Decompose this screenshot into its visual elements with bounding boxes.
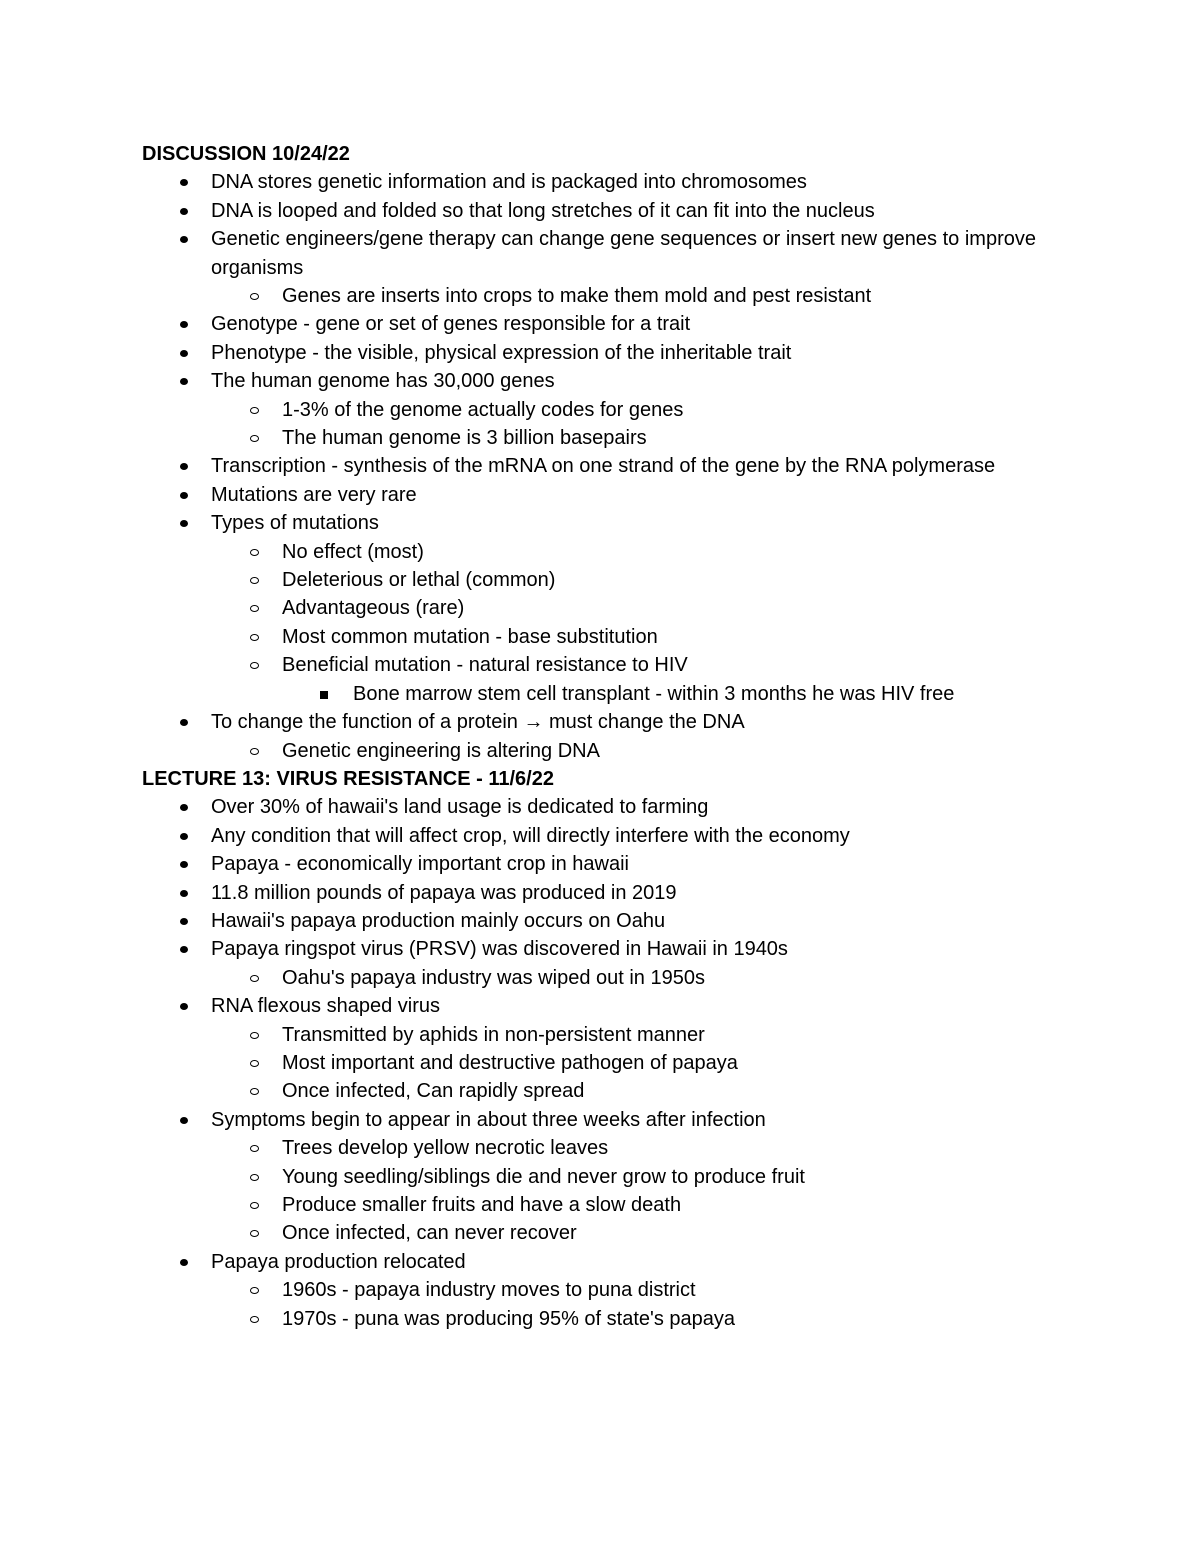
bullet-disc-icon: [178, 879, 190, 907]
list-item-text: 1960s - papaya industry moves to puna district: [282, 1279, 696, 1302]
list-item: [0, 1106, 1200, 1134]
list-item-text: Papaya ringspot virus (PRSV) was discovered in Hawaii in 1940s: [211, 938, 788, 961]
list-item: [0, 452, 1200, 480]
list-item: [0, 907, 1200, 935]
list-item-text: Most important and destructive pathogen of papaya: [282, 1051, 738, 1074]
bullet-circle-icon: [249, 1191, 261, 1219]
bullet-circle-icon: [249, 651, 261, 679]
list-item-text: Genetic engineers/gene therapy can change gene sequences or insert new genes to improve organisms: [211, 228, 1036, 279]
list-item: [0, 339, 1200, 367]
list-item-text: Types of mutations: [211, 512, 379, 535]
list-item: [0, 367, 1200, 395]
list-item: [0, 1276, 1200, 1304]
list-item-text: No effect (most): [282, 540, 424, 563]
bullet-circle-icon: [249, 1276, 261, 1304]
list-item: [0, 1191, 1200, 1219]
bullet-circle-icon: [249, 1134, 261, 1162]
list-item-text: Transcription - synthesis of the mRNA on one strand of the gene by the RNA polymerase: [211, 455, 996, 478]
bullet-disc-icon: [178, 708, 190, 736]
list-item: [0, 708, 1200, 736]
bullet-circle-icon: [249, 594, 261, 622]
list-item-text: RNA flexous shaped virus: [211, 995, 441, 1018]
list-item: [0, 879, 1200, 907]
bullet-disc-icon: [178, 1106, 190, 1134]
bullet-circle-icon: [249, 396, 261, 424]
list-item: [0, 310, 1200, 338]
bullet-disc-icon: [178, 509, 190, 537]
bullet-circle-icon: [249, 424, 261, 452]
list-item-text: Beneficial mutation - natural resistance to HIV: [282, 654, 688, 677]
list-item-text: DNA stores genetic information and is packaged into chromosomes: [211, 171, 807, 194]
list-item-text: Oahu's papaya industry was wiped out in 1950s: [282, 966, 705, 989]
list-item-text: Most common mutation - base substitution: [282, 625, 658, 648]
list-item: [0, 737, 1200, 765]
list-item-text: 1-3% of the genome actually codes for genes: [282, 398, 684, 421]
list-item-text: Advantageous (rare): [282, 597, 465, 620]
bullet-circle-icon: [249, 1163, 261, 1191]
bullet-disc-icon: [178, 367, 190, 395]
bullet-circle-icon: [249, 737, 261, 765]
list-item-text: Phenotype - the visible, physical expression of the inheritable trait: [211, 341, 792, 364]
list-item-text: Trees develop yellow necrotic leaves: [282, 1137, 609, 1160]
list-item: [0, 1077, 1200, 1105]
list-item-text: Deleterious or lethal (common): [282, 569, 556, 592]
list-item: [0, 623, 1200, 651]
bullet-disc-icon: [178, 907, 190, 935]
list-item: [0, 538, 1200, 566]
list-item-text: Bone marrow stem cell transplant - within 3 months he was HIV free: [353, 682, 955, 705]
bullet-disc-icon: [178, 197, 190, 225]
list-item: [0, 964, 1200, 992]
list-item-text: Transmitted by aphids in non-persistent manner: [282, 1023, 705, 1046]
list-item: [0, 680, 1200, 708]
list-item-text: Genes are inserts into crops to make them mold and pest resistant: [282, 285, 872, 308]
bullet-circle-icon: [249, 1077, 261, 1105]
bullet-disc-icon: [178, 310, 190, 338]
bullet-disc-icon: [178, 168, 190, 196]
bullet-circle-icon: [249, 538, 261, 566]
list-item-text: Young seedling/siblings die and never grow to produce fruit: [282, 1165, 805, 1188]
list-item: [0, 935, 1200, 963]
list-item-text: Papaya - economically important crop in hawaii: [211, 853, 629, 876]
list-item: [0, 509, 1200, 537]
list-item: [0, 1163, 1200, 1191]
list-item-text: Produce smaller fruits and have a slow death: [282, 1194, 682, 1216]
section-heading: LECTURE 13: VIRUS RESISTANCE - 11/6/22: [142, 767, 554, 790]
list-item-text: 1970s - puna was producing 95% of state's papaya: [282, 1307, 736, 1330]
bullet-circle-icon: [249, 1305, 261, 1333]
bullet-disc-icon: [178, 1248, 190, 1276]
list-item: [0, 1305, 1200, 1333]
bullet-circle-icon: [249, 623, 261, 651]
list-item: [0, 822, 1200, 850]
list-item: [0, 850, 1200, 878]
list-item: [0, 992, 1200, 1020]
list-item-text: Any condition that will affect crop, will directly interfere with the economy: [211, 824, 850, 847]
bullet-disc-icon: [178, 822, 190, 850]
list-item: [0, 793, 1200, 821]
list-item: [0, 282, 1200, 310]
document-page: [0, 140, 1200, 1333]
list-item-text: 11.8 million pounds of papaya was produced in 2019: [211, 881, 677, 904]
list-item: [0, 197, 1200, 225]
list-item-text: Genetic engineering is altering DNA: [282, 739, 600, 762]
list-item-text: To change the function of a protein → must change the DNA: [211, 711, 745, 734]
list-item: [0, 481, 1200, 509]
bullet-disc-icon: [178, 225, 190, 253]
list-item: [0, 1021, 1200, 1049]
bullet-disc-icon: [178, 452, 190, 480]
list-item: [0, 651, 1200, 679]
list-item: [0, 1248, 1200, 1276]
bullet-square-icon: [318, 680, 330, 708]
list-item: [0, 424, 1200, 452]
bullet-disc-icon: [178, 793, 190, 821]
list-item-text: Papaya production relocated: [211, 1250, 466, 1273]
list-item-text: Over 30% of hawaii's land usage is dedicated to farming: [211, 796, 709, 819]
list-item-text: Symptoms begin to appear in about three weeks after infection: [211, 1108, 766, 1131]
bullet-disc-icon: [178, 935, 190, 963]
list-item: [0, 225, 1200, 282]
bullet-disc-icon: [178, 339, 190, 367]
list-item-text: The human genome has 30,000 genes: [211, 370, 555, 393]
list-item: [0, 168, 1200, 196]
section-heading: DISCUSSION 10/24/22: [142, 143, 350, 165]
bullet-disc-icon: [178, 992, 190, 1020]
list-item-text: The human genome is 3 billion basepairs: [282, 427, 647, 450]
list-item: [0, 594, 1200, 622]
list-item: [0, 396, 1200, 424]
list-item-text: Once infected, Can rapidly spread: [282, 1080, 585, 1103]
list-item: [0, 1134, 1200, 1162]
list-item: [0, 566, 1200, 594]
bullet-circle-icon: [249, 1021, 261, 1049]
bullet-circle-icon: [249, 1049, 261, 1077]
list-item-text: Mutations are very rare: [211, 483, 417, 506]
list-item: [0, 1219, 1200, 1247]
bullet-disc-icon: [178, 481, 190, 509]
bullet-circle-icon: [249, 282, 261, 310]
bullet-disc-icon: [178, 850, 190, 878]
bullet-circle-icon: [249, 1219, 261, 1247]
bullet-circle-icon: [249, 566, 261, 594]
list-item-text: Hawaii's papaya production mainly occurs on Oahu: [211, 909, 666, 932]
list-item: [0, 1049, 1200, 1077]
list-item-text: DNA is looped and folded so that long stretches of it can fit into the nucleus: [211, 199, 875, 222]
bullet-circle-icon: [249, 964, 261, 992]
list-item-text: Once infected, can never recover: [282, 1222, 577, 1245]
list-item-text: Genotype - gene or set of genes responsible for a trait: [211, 313, 691, 336]
